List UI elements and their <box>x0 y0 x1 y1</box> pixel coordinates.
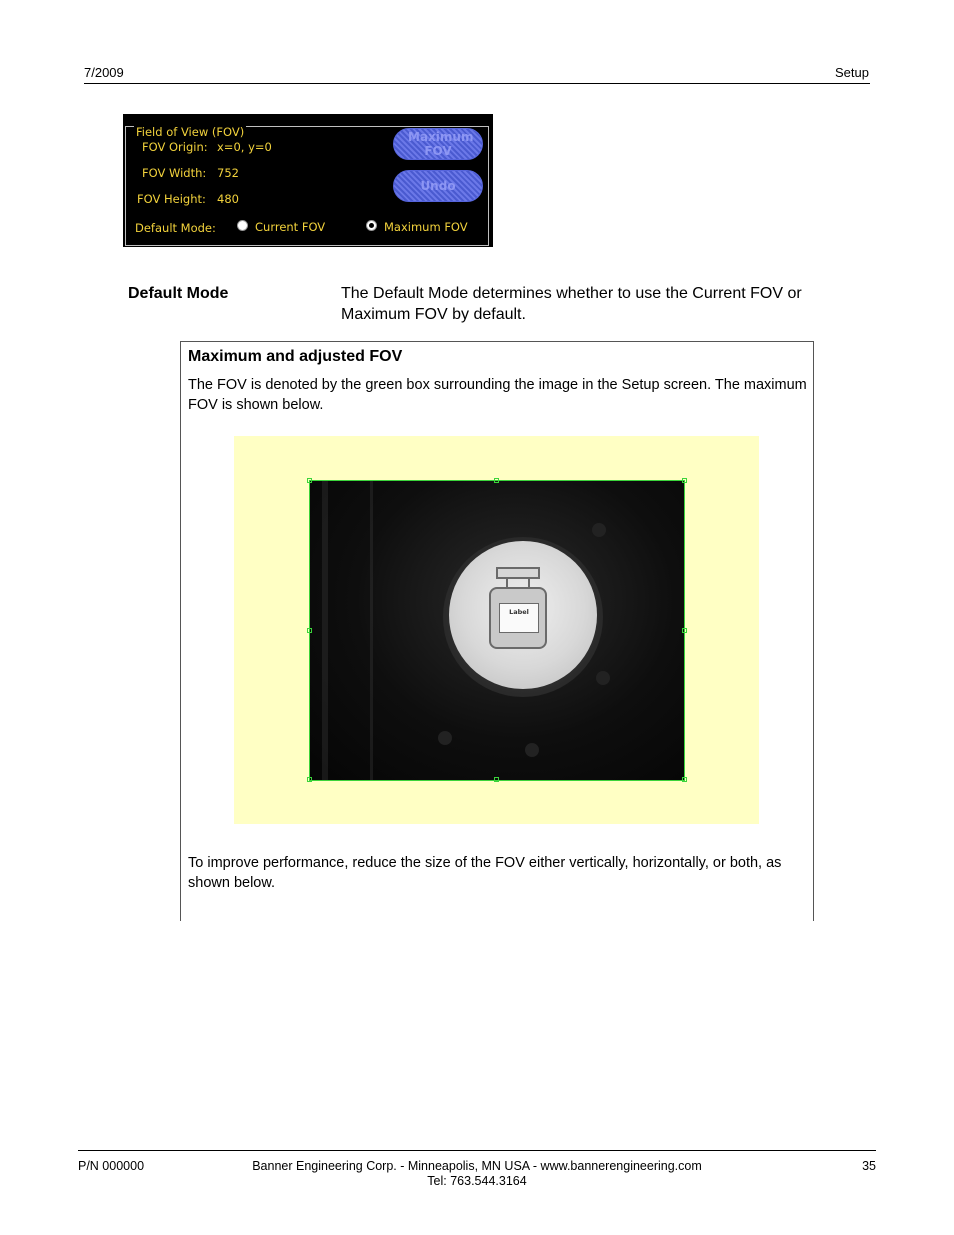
radio-current-fov[interactable] <box>237 220 248 231</box>
fov-origin-label: FOV Origin: <box>142 140 208 154</box>
note-box-paragraph-1: The FOV is denoted by the green box surrounding the image in the Setup screen. The maximum FOV is shown below. <box>188 377 807 413</box>
fov-handle[interactable] <box>682 628 687 633</box>
definition-term: Default Mode <box>128 285 229 302</box>
undo-button-label: Undo <box>420 179 456 193</box>
fov-width-value: 752 <box>217 166 239 180</box>
fov-panel <box>123 114 493 247</box>
fov-handle[interactable] <box>682 777 687 782</box>
note-box-title: Maximum and adjusted FOV <box>188 348 403 365</box>
bottle-label: Label <box>499 603 539 633</box>
header-rule <box>84 83 870 84</box>
footer-page-number: 35 <box>862 1159 876 1173</box>
maximum-fov-button-label: Maximum FOV <box>408 130 474 158</box>
radio-maximum-fov-label[interactable]: Maximum FOV <box>384 220 468 234</box>
fov-width-label: FOV Width: <box>142 166 207 180</box>
fov-handle[interactable] <box>307 478 312 483</box>
fov-height-label: FOV Height: <box>137 192 206 206</box>
fov-handle[interactable] <box>494 777 499 782</box>
fov-handle[interactable] <box>307 628 312 633</box>
undo-button[interactable] <box>393 170 483 202</box>
fov-height-value: 480 <box>217 192 239 206</box>
header-section: Setup <box>835 65 869 80</box>
footer-part-number: P/N 000000 <box>78 1159 145 1173</box>
fov-origin-value: x=0, y=0 <box>217 140 272 154</box>
footer-tel: Tel: 763.544.3164 <box>427 1174 527 1188</box>
maximum-fov-button[interactable] <box>393 128 483 160</box>
footer-company-line: Banner Engineering Corp. - Minneapolis, MN USA - www.bannerengineering.com <box>252 1159 702 1173</box>
fov-handle[interactable] <box>494 478 499 483</box>
note-box-paragraph-2: To improve performance, reduce the size of the FOV either vertically, horizontally, or both, as shown below. <box>188 855 782 891</box>
fov-legend: Field of View (FOV) <box>136 125 245 139</box>
default-mode-label: Default Mode: <box>135 221 216 235</box>
definition-text: The Default Mode determines whether to use the Current FOV or Maximum FOV by default. <box>341 285 802 323</box>
header-date: 7/2009 <box>84 65 124 80</box>
radio-current-fov-label[interactable]: Current FOV <box>255 220 326 234</box>
radio-maximum-fov[interactable] <box>366 220 377 231</box>
footer-company <box>200 1159 754 1189</box>
fov-handle[interactable] <box>682 478 687 483</box>
footer-rule <box>78 1150 876 1151</box>
fov-handle[interactable] <box>307 777 312 782</box>
fov-green-box[interactable] <box>309 480 685 781</box>
